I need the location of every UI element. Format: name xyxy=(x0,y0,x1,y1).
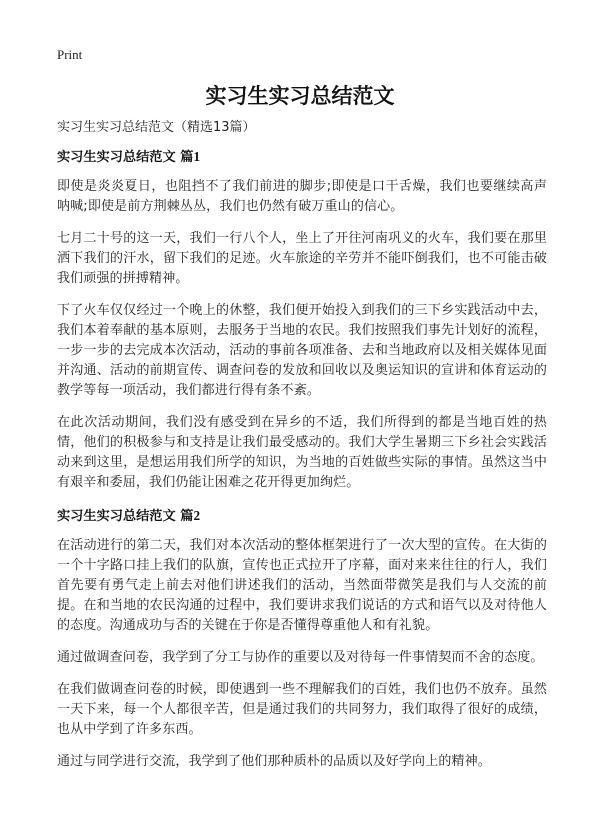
print-link[interactable]: Print xyxy=(57,47,83,62)
paragraph: 在我们做调查问卷的时候，即使遇到一些不理解我们的百姓，我们也仍不放弃。虽然一天下来，每一个人都很辛苦，但是通过我们的共同努力，我们取得了很好的成绩，也从中学到了许多东西。 xyxy=(57,682,547,737)
section-heading xyxy=(57,148,547,166)
section-1 xyxy=(57,148,547,493)
document-title: 实习生实习总结范文 xyxy=(205,84,395,108)
section-heading-number: 2 xyxy=(193,508,201,523)
document-body xyxy=(57,119,547,784)
paragraph: 通过做调查问卷，我学到了分工与协作的重要以及对待每一件事情契而不舍的态度。 xyxy=(57,650,544,665)
paragraph: 即使是炎炎夏日，也阻挡不了我们前进的脚步;即使是口干舌燥，我们也要继续高声呐喊;即使是前方荆棘丛丛，我们也仍然有破万重山的信心。 xyxy=(57,179,547,214)
section-heading xyxy=(57,507,547,525)
paragraph: 七月二十号的这一天，我们一行八个人，坐上了开往河南巩义的火车，我们要在那里洒下我们的汗水，留下我们的足迹。火车旅途的辛劳并不能吓倒我们，也不可能击破我们顽强的拼搏精神。 xyxy=(57,231,547,286)
section-heading-text: 实习生实习总结范文 篇 xyxy=(57,509,194,524)
section-2 xyxy=(57,507,547,772)
section-heading-number: 1 xyxy=(193,149,201,164)
paragraph: 在此次活动期间，我们没有感受到在异乡的不适，我们所得到的都是当地百姓的热情，他们的积极参与和支持是让我们最受感动的。我们大学生暑期三下乡社会实践活动来到这里，是想运用我们所学的知识，为当地的百姓做些实际的事情。虽然这当中有艰辛和委屈，我们仍能让困难之花开得更加绚烂。 xyxy=(57,415,547,490)
document-subtitle: 实习生实习总结范文（精选13篇） xyxy=(57,120,256,135)
section-heading-text: 实习生实习总结范文 篇 xyxy=(57,150,194,165)
paragraph: 通过与同学进行交流，我学到了他们那种质朴的品质以及好学向上的精神。 xyxy=(57,754,491,769)
paragraph: 在活动进行的第二天，我们对本次活动的整体框架进行了一次大型的宣传。在大街的一个十字路口挂上我们的队旗，宣传也正式拉开了序幕，面对来来往往的行人，我们首先要有勇气走上前去对他们讲述我们的活动，当然面带微笑是我们与人交流的前提。在和当地的农民沟通的过程中，我们要讲求我们说话的方式和语气以及对待他人的态度。沟通成功与否的关键在于你是否懂得尊重他人和有礼貌。 xyxy=(57,538,547,633)
paragraph: 下了火车仅仅经过一个晚上的休整，我们便开始投入到我们的三下乡实践活动中去，我们本着奉献的基本原则，去服务于当地的农民。我们按照我们事先计划好的流程，一步一步的去完成本次活动，活动的事前各项准备、去和当地政府以及相关媒体见面并沟通、活动的前期宣传、调查问卷的发放和回收以及奥运知识的宣讲和体育运动的教学等每一项活动，我们都进行得有条不紊。 xyxy=(57,303,547,398)
